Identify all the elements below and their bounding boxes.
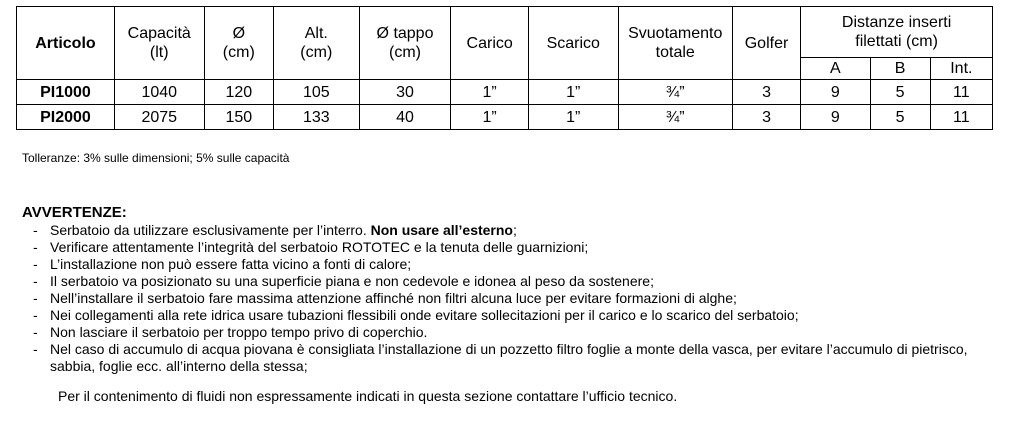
warning-text: Nei collegamenti alla rete idrica usare tubazioni flessibili onde evitare sollecitazioni per il carico e lo scarico del serbatoio; — [50, 307, 799, 323]
header-articolo: Articolo — [17, 7, 115, 80]
cell-diametro: 150 — [204, 105, 273, 130]
warning-text: Il serbatoio va posizionato su una superficie piana e non cedevole e idonea al peso da sostenere; — [50, 273, 654, 289]
header-int: Int. — [930, 58, 992, 80]
header-scarico: Scarico — [528, 7, 618, 80]
tolerance-note: Tolleranze: 3% sulle dimensioni; 5% sulle capacità — [22, 151, 290, 165]
header-svuotamento: Svuotamento totale — [618, 7, 732, 80]
bullet-dash: - — [33, 222, 38, 238]
cell-articolo: PI1000 — [17, 80, 115, 105]
cell-altezza: 133 — [273, 105, 359, 130]
warning-text: Non lasciare il serbatoio per troppo tempo privo di coperchio. — [50, 324, 428, 340]
warning-punctuation: ; — [513, 222, 517, 238]
warning-text: Serbatoio da utilizzare esclusivamente per l’interro. — [50, 222, 371, 238]
cell-a: 9 — [801, 105, 870, 130]
warning-text: Nell’installare il serbatoio fare massima attenzione affinché non filtri alcuna luce per evitare formazioni di alghe; — [50, 290, 737, 306]
cell-carico: 1” — [451, 105, 529, 130]
table-row — [17, 80, 993, 105]
list-item — [30, 273, 990, 290]
final-note: Per il contenimento di fluidi non espressamente indicati in questa sezione contattare l’ufficio tecnico. — [58, 388, 678, 404]
cell-scarico: 1” — [528, 80, 618, 105]
bullet-dash: - — [33, 341, 38, 357]
list-item — [30, 341, 990, 375]
cell-carico: 1” — [451, 80, 529, 105]
header-diametro: Ø (cm) — [204, 7, 273, 80]
header-carico: Carico — [451, 7, 529, 80]
header-capacita: Capacità (lt) — [114, 7, 204, 80]
list-item — [30, 256, 990, 273]
header-a: A — [801, 58, 870, 80]
cell-int: 11 — [930, 105, 992, 130]
cell-tappo: 40 — [359, 105, 451, 130]
header-altezza: Alt. (cm) — [273, 7, 359, 80]
spec-table — [16, 6, 993, 130]
bullet-dash: - — [33, 256, 38, 272]
cell-capacita: 2075 — [114, 105, 204, 130]
warning-text: L’installazione non può essere fatta vicino a fonti di calore; — [50, 256, 412, 272]
bullet-dash: - — [33, 239, 38, 255]
cell-a: 9 — [801, 80, 870, 105]
cell-svuotamento: ¾” — [618, 80, 732, 105]
warning-text: Nel caso di accumulo di acqua piovana è consigliata l’installazione di un pozzetto filtro foglie a monte della vasca, per evitare l’accumulo di pietrisco, sabbia, foglie ecc. all’interno della stessa; — [50, 341, 968, 374]
header-golfer: Golfer — [732, 7, 800, 80]
cell-int: 11 — [930, 80, 992, 105]
list-item — [30, 222, 990, 239]
cell-diametro: 120 — [204, 80, 273, 105]
header-tappo: Ø tappo (cm) — [359, 7, 451, 80]
warning-text: Verificare attentamente l’integrità del serbatoio ROTOTEC e la tenuta delle guarnizioni; — [50, 239, 589, 255]
bullet-dash: - — [33, 324, 38, 340]
header-distanze: Distanze inserti filettati (cm) — [801, 7, 993, 58]
list-item — [30, 239, 990, 256]
cell-altezza: 105 — [273, 80, 359, 105]
cell-svuotamento: ¾” — [618, 105, 732, 130]
list-item — [30, 324, 990, 341]
bullet-dash: - — [33, 273, 38, 289]
table-row — [17, 105, 993, 130]
warning-emphasis: Non usare all’esterno — [370, 222, 513, 238]
cell-tappo: 30 — [359, 80, 451, 105]
cell-golfer: 3 — [732, 80, 800, 105]
cell-articolo: PI2000 — [17, 105, 115, 130]
cell-capacita: 1040 — [114, 80, 204, 105]
cell-golfer: 3 — [732, 105, 800, 130]
header-b: B — [870, 58, 930, 80]
cell-b: 5 — [870, 80, 930, 105]
warnings-title: AVVERTENZE: — [22, 204, 127, 221]
cell-scarico: 1” — [528, 105, 618, 130]
bullet-dash: - — [33, 290, 38, 306]
list-item — [30, 290, 990, 307]
list-item — [30, 307, 990, 324]
bullet-dash: - — [33, 307, 38, 323]
cell-b: 5 — [870, 105, 930, 130]
warnings-list — [30, 222, 990, 375]
